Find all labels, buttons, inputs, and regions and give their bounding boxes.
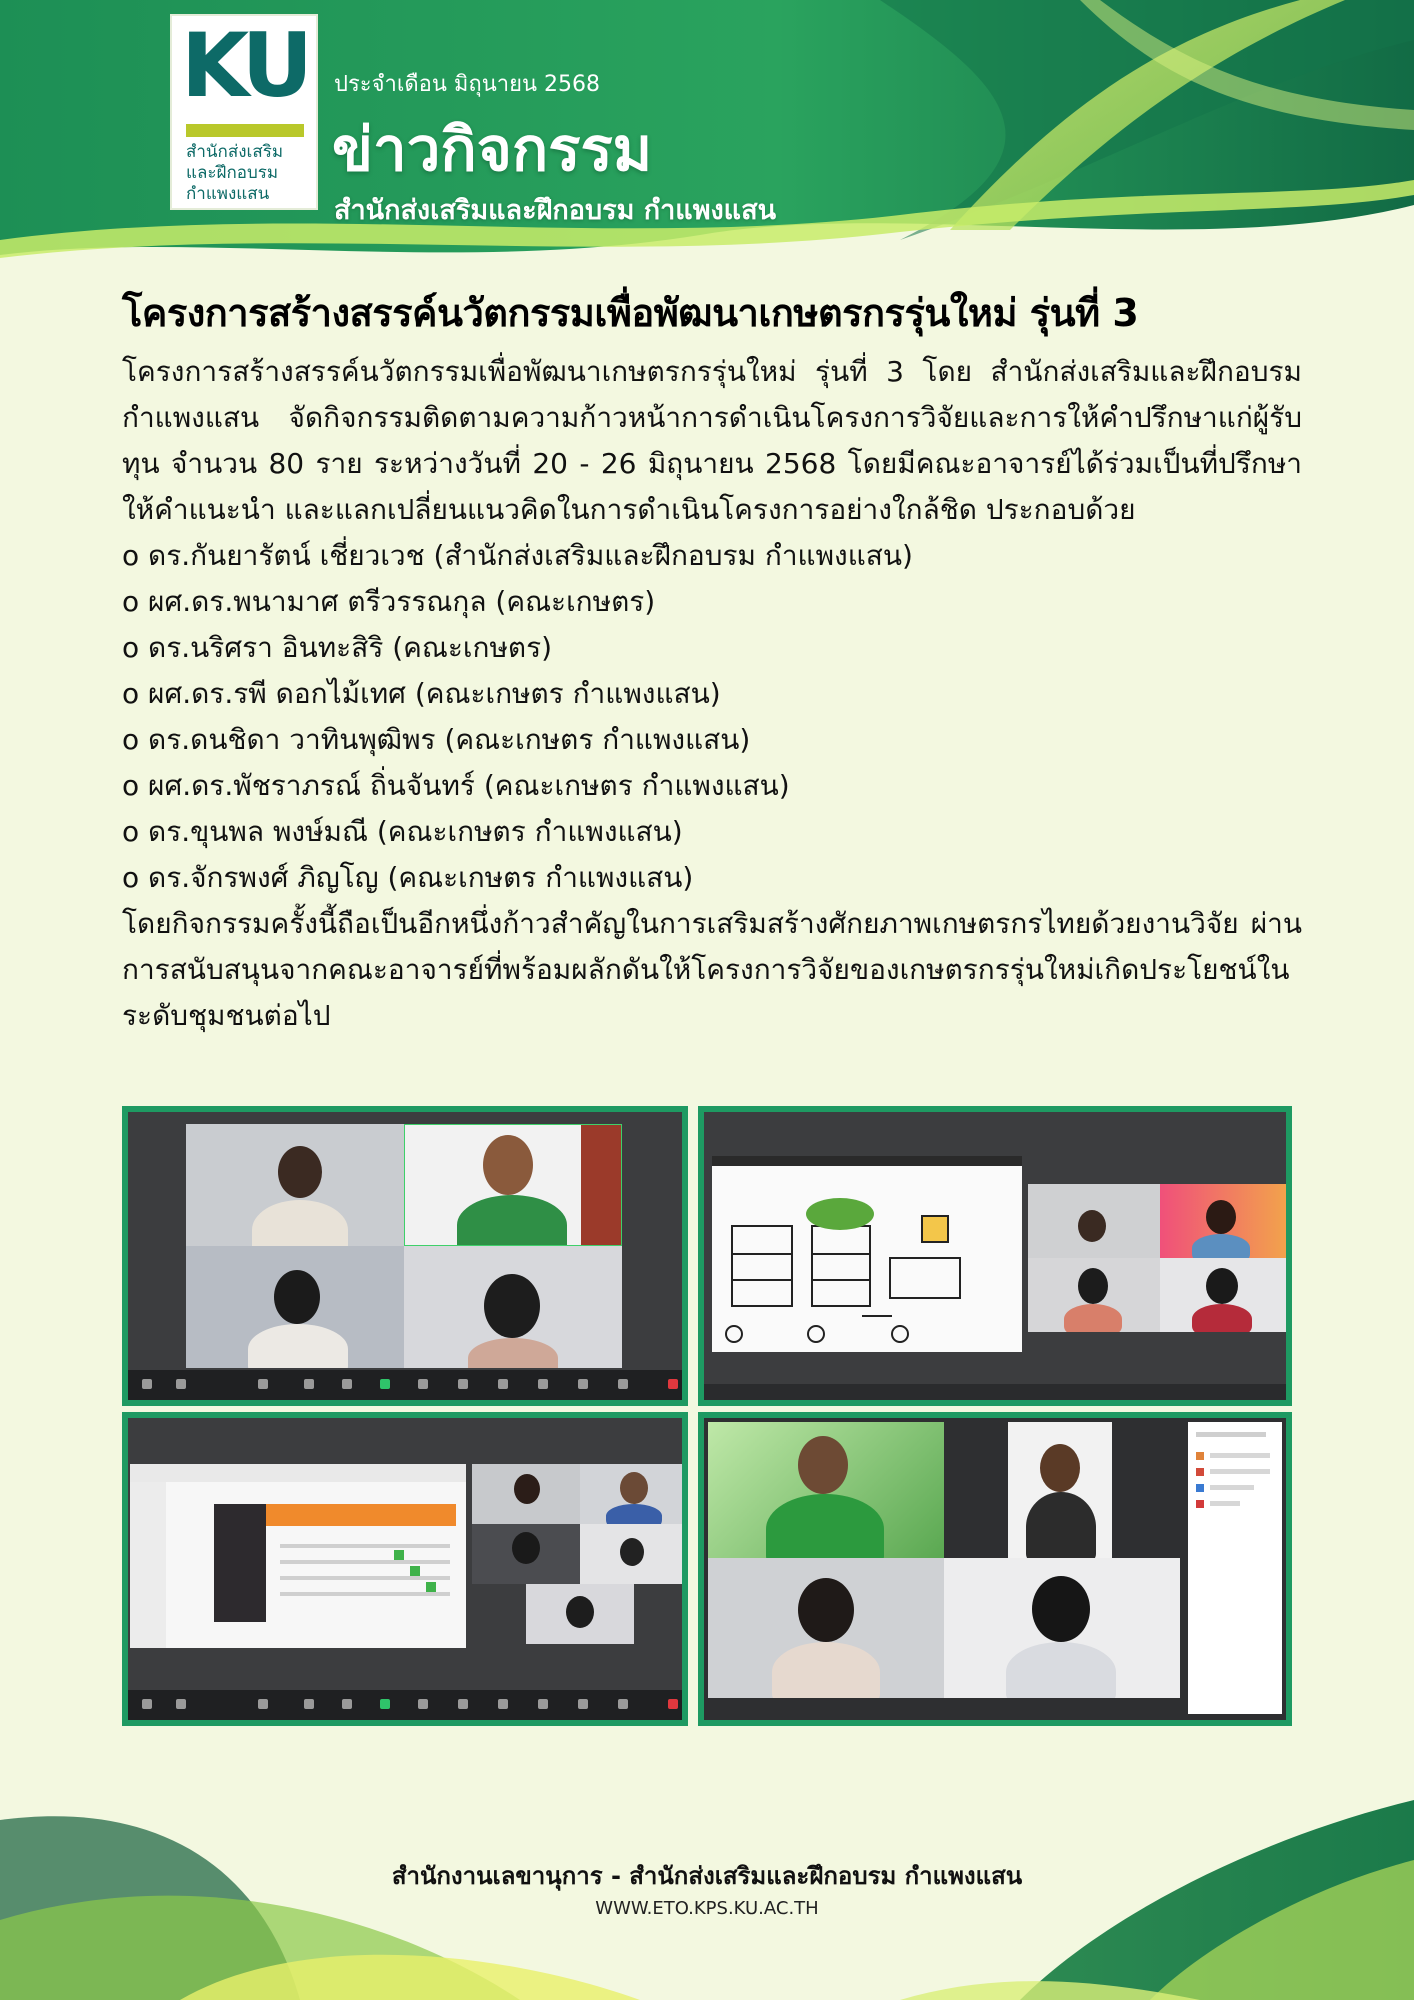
video-tile [526, 1584, 634, 1644]
list-item: o ดร.กันยารัตน์ เชี่ยวเวช (สำนักส่งเสริมและฝึกอบรม กำแพงแสน) [122, 539, 913, 572]
article-heading: โครงการสร้างสรรค์นวัตกรรมเพื่อพัฒนาเกษตรกรรุ่นใหม่ รุ่นที่ 3 [122, 291, 1139, 335]
video-tile [708, 1558, 944, 1698]
logo-text-line: และฝึกอบรม [186, 163, 279, 183]
list-item: o ผศ.ดร.พนามาศ ตรีวรรณกุล (คณะเกษตร) [122, 585, 656, 618]
video-tile [186, 1246, 404, 1368]
issue-date: ประจำเดือน มิถุนายน 2568 [334, 72, 601, 97]
video-tile [472, 1524, 580, 1584]
newsletter-title: ข่าวกิจกรรม [332, 115, 653, 185]
article [122, 282, 1302, 1039]
video-tile [580, 1524, 684, 1584]
list-item: o ผศ.ดร.พัชราภรณ์ ถิ่นจันทร์ (คณะเกษตร กำแพงแสน) [122, 769, 790, 802]
participants-panel [1188, 1422, 1282, 1714]
zoom-meeting-photo-2 [698, 1106, 1292, 1406]
footer-website-link[interactable]: WWW.ETO.KPS.KU.AC.TH [595, 1898, 819, 1919]
video-tile [580, 1464, 684, 1524]
video-tile [708, 1422, 944, 1558]
header-banner [0, 0, 1414, 270]
zoom-meeting-photo-3 [122, 1412, 688, 1726]
shared-whiteboard [712, 1156, 1022, 1352]
logo-text [186, 142, 310, 205]
video-tile [404, 1246, 622, 1368]
meeting-toolbar [704, 1384, 1286, 1400]
video-tile [404, 1124, 622, 1246]
list-item: o ดร.จักรพงศ์ ภิญโญ (คณะเกษตร กำแพงแสน) [122, 861, 694, 894]
zoom-meeting-photo-4 [698, 1412, 1292, 1726]
list-item: o ผศ.ดร.รพี ดอกไม้เทศ (คณะเกษตร กำแพงแสน) [122, 677, 721, 710]
shared-slide [130, 1464, 466, 1648]
zoom-meeting-photo-1 [122, 1106, 688, 1406]
logo-accent-bar [186, 124, 304, 137]
video-tile [1028, 1184, 1160, 1258]
list-item: o ดร.นริศรา อินทะสิริ (คณะเกษตร) [122, 631, 553, 664]
logo-text-line: สำนักส่งเสริม [186, 142, 284, 162]
footer-title: สำนักงานเลขานุการ - สำนักส่งเสริมและฝึกอบรม กำแพงแสน [391, 1862, 1023, 1890]
meeting-toolbar [128, 1690, 682, 1720]
ku-logo [170, 14, 318, 210]
video-tile [186, 1124, 404, 1246]
video-tile [472, 1464, 580, 1524]
video-tile [1028, 1258, 1160, 1332]
list-item: o ดร.ดนชิดา วาทินพุฒิพร (คณะเกษตร กำแพงแสน) [122, 723, 751, 756]
video-tile [1160, 1258, 1286, 1332]
video-tile [1160, 1184, 1286, 1258]
advisor-list [122, 533, 1302, 901]
video-tile [944, 1558, 1180, 1698]
photo-grid [122, 1106, 1292, 1726]
video-tile [1008, 1422, 1112, 1558]
list-item: o ดร.ขุนพล พงษ์มณี (คณะเกษตร กำแพงแสน) [122, 815, 683, 848]
article-closing: โดยกิจกรรมครั้งนี้ถือเป็นอีกหนึ่งก้าวสำคัญในการเสริมสร้างศักยภาพเกษตรกรไทยด้วยงานวิจัย ผ่านการสนับสนุนจากคณะอาจารย์ที่พร้อมผลักดันให้โครงการวิจัยของเกษตรกรรุ่นใหม่เกิดประโยชน์ในระดับชุมชนต่อไป [122, 907, 1302, 1032]
newsletter-subtitle: สำนักส่งเสริมและฝึกอบรม กำแพงแสน [334, 195, 777, 226]
article-intro: โครงการสร้างสรรค์นวัตกรรมเพื่อพัฒนาเกษตรกรรุ่นใหม่ รุ่นที่ 3 โดย สำนักส่งเสริมและฝึกอบรม กำแพงแสน จัดกิจกรรมติดตามความก้าวหน้าการดำเนินโครงการวิจัยและการให้คำปรึกษาแก่ผู้รับทุน จำนวน 80 ราย ระหว่างวันที่ 20 - 26 มิถุนายน 2568 โดยมีคณะอาจารย์ได้ร่วมเป็นที่ปรึกษา ให้คำแนะนำ และแลกเปลี่ยนแนวคิดในการดำเนินโครงการอย่างใกล้ชิด ประกอบด้วย [122, 355, 1302, 526]
logo-text-line: กำแพงแสน [186, 184, 270, 204]
logo-mark: KU [180, 14, 308, 117]
meeting-toolbar [128, 1370, 682, 1400]
